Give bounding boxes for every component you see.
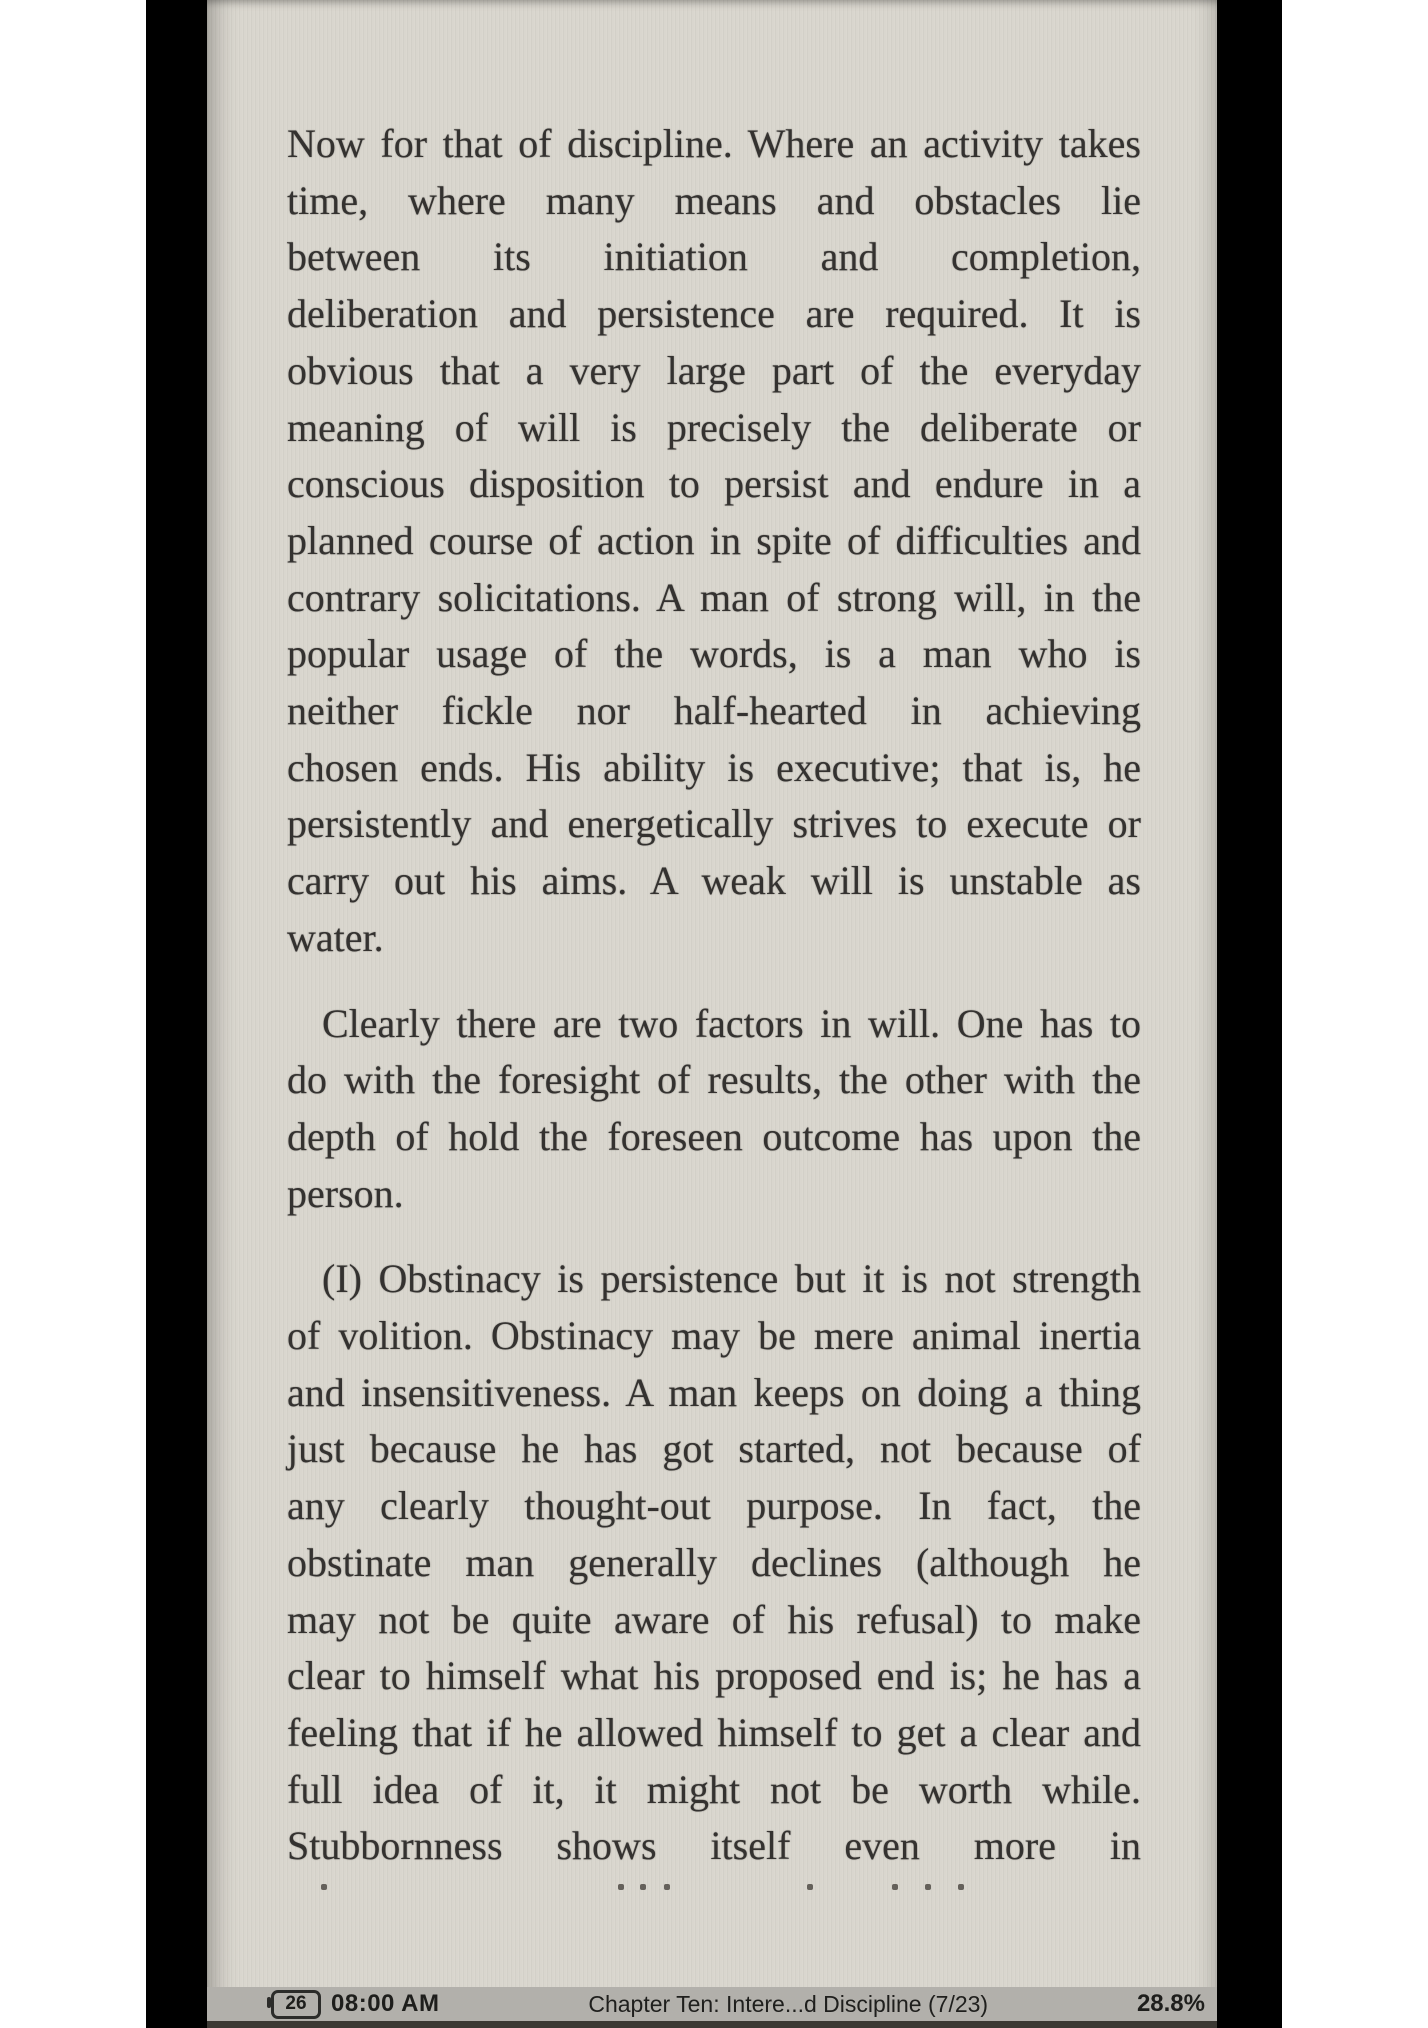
reader-page[interactable] (207, 0, 1217, 2028)
text-line: just because he has got started, not because of (287, 1426, 1141, 1472)
text-line: obstinate man generally declines (although he (287, 1539, 1141, 1585)
text-line: meaning of will is precisely the deliberate or (287, 404, 1141, 450)
battery-icon (271, 1990, 321, 2019)
status-left-group (271, 1990, 439, 2019)
right-letterbox-bar (1217, 0, 1282, 2028)
text-line: conscious disposition to persist and endure in a (287, 461, 1141, 507)
clipped-letter-top (321, 1884, 327, 1890)
text-line: popular usage of the words, is a man who is (287, 631, 1141, 677)
clipped-letter-top (664, 1884, 670, 1890)
text-line: clear to himself what his proposed end is; he has a (287, 1653, 1141, 1699)
text-line: (I) Obstinacy is persistence but it is not strength (322, 1256, 1141, 1302)
clipped-letter-top (925, 1884, 931, 1890)
left-letterbox-bar (146, 0, 207, 2028)
text-line: neither fickle nor half-hearted in achieving (287, 688, 1141, 734)
text-line: Now for that of discipline. Where an activity takes (287, 121, 1141, 166)
text-line: Stubbornness shows itself even more in (287, 1823, 1141, 1869)
text-line: feeling that if he allowed himself to get a clear and (287, 1709, 1141, 1755)
text-line: planned course of action in spite of difficulties and (287, 517, 1141, 563)
bottom-strip (207, 2021, 1217, 2028)
text-line: chosen ends. His ability is executive; that is, he (287, 744, 1141, 790)
paragraph (287, 1251, 1141, 1875)
clipped-letter-top (958, 1884, 964, 1890)
reading-progress: 28.8% (1136, 1990, 1205, 2017)
text-line: depth of hold the foreseen outcome has upon the (287, 1113, 1141, 1159)
text-line: water. (287, 914, 384, 960)
text-line: Clearly there are two factors in will. One has to (322, 1000, 1141, 1046)
text-line: full idea of it, it might not be worth while. (287, 1766, 1141, 1812)
text-line: and insensitiveness. A man keeps on doing a thing (287, 1369, 1141, 1415)
text-line: deliberation and persistence are required. It is (287, 291, 1141, 337)
text-line: any clearly thought-out purpose. In fact, the (287, 1483, 1141, 1529)
text-line: contrary solicitations. A man of strong will, in the (287, 574, 1141, 620)
text-line: persistently and energetically strives to execute or (287, 801, 1141, 847)
paragraph (287, 996, 1141, 1223)
text-line: carry out his aims. A weak will is unstable as (287, 858, 1141, 904)
text-line: obvious that a very large part of the everyday (287, 347, 1141, 393)
clipped-letter-top (618, 1884, 624, 1890)
clock-time: 08:00 AM (331, 1990, 440, 2017)
paragraph (287, 116, 1141, 967)
text-line: person. (287, 1170, 404, 1216)
text-line: of volition. Obstinacy may be mere animal inertia (287, 1313, 1141, 1359)
text-line: between its initiation and completion, (287, 234, 1141, 280)
battery-nub-icon (267, 1997, 271, 2008)
clipped-letter-top (892, 1884, 898, 1890)
status-bar[interactable] (207, 1987, 1217, 2021)
clipped-letter-top (807, 1884, 813, 1890)
text-line: time, where many means and obstacles lie (287, 177, 1141, 223)
chapter-info: Chapter Ten: Intere...d Discipline (7/23) (588, 1990, 989, 2017)
text-block (287, 116, 1141, 1875)
clipped-letter-top (640, 1884, 646, 1890)
text-line: do with the foresight of results, the other with the (287, 1057, 1141, 1103)
battery-level: 26 (285, 1993, 307, 2014)
text-line: may not be quite aware of his refusal) to make (287, 1596, 1141, 1642)
